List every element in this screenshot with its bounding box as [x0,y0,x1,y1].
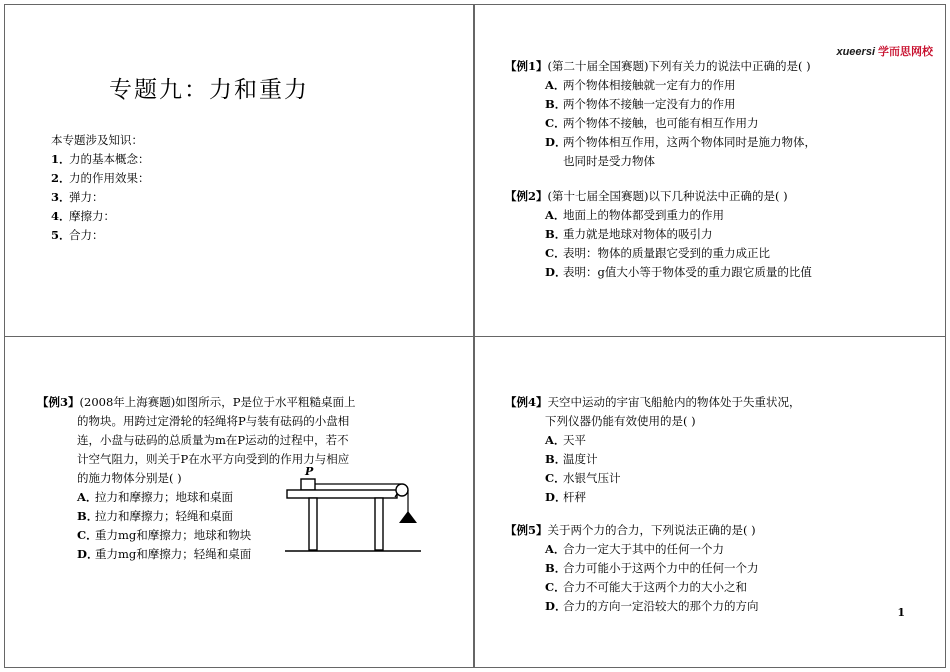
option-a: A．天平 [545,433,586,447]
topic-item: 3．弹力： [51,190,104,204]
option-b: B．拉力和摩擦力；轻绳和桌面 [77,509,233,523]
topic-item: 1．力的基本概念： [51,152,150,166]
question-5-stem: 【例5】关于两个力的合力，下列说法正确的是( ) [505,523,756,537]
option-d: D．两个物体相互作用，这两个物体同时是施力物体， [545,135,816,149]
option-c: C．水银气压计 [545,471,621,485]
table-top [287,490,397,498]
option-d: D．重力mg和摩擦力；轻绳和桌面 [77,547,252,561]
option-d: D．表明：g值大小等于物体受的重力跟它质量的比值 [545,265,812,279]
option-c: C．表明：物体的质量跟它受到的重力成正比 [545,246,770,260]
option-b: B．重力就是地球对物体的吸引力 [545,227,713,241]
weight-pan [399,511,417,523]
question-3-stem-line: 计空气阻力，则关于P在水平方向受到的作用力与相应 [77,452,350,466]
table-leg-right [375,498,383,550]
diagram-label-p: P [305,465,314,478]
pulley [396,484,408,496]
question-4-stem-line: 下列仪器仍能有效使用的是( ) [545,414,696,428]
topics-intro: 本专题涉及知识： [51,133,143,147]
slide-1 [4,4,474,338]
option-c: C．合力不可能大于这两个力的大小之和 [545,580,747,594]
brand-logo: xueersi 学而思网校 [836,46,933,58]
question-3-stem-line: 连，小盘与砝码的总质量为m在P运动的过程中，若不 [77,433,349,447]
question-3-stem-line: 的施力物体分别是( ) [77,471,182,485]
question-3-stem-line: 的物块。用跨过定滑轮的轻绳将P与装有砝码的小盘相 [77,414,350,428]
option-b: B．温度计 [545,452,598,466]
option-b: B．合力可能小于这两个力中的任何一个力 [545,561,759,575]
pulley-table-diagram [283,463,423,563]
question-3-stem: 【例3】(2008年上海赛题)如图所示，P是位于水平粗糙桌面上 [37,395,356,409]
topic-item: 5．合力： [51,228,104,242]
table-leg-left [309,498,317,550]
slide-4 [474,336,946,668]
option-a: A．拉力和摩擦力；地球和桌面 [77,490,233,504]
slide-title: 专题九：力和重力 [109,77,309,103]
block-p [301,479,315,490]
topics-list [51,131,150,245]
option-c: C．两个物体不接触，也可能有相互作用力 [545,116,759,130]
option-d: D．杆秤 [545,490,586,504]
option-d-continued: 也同时是受力物体 [563,154,655,168]
topic-item: 2．力的作用效果： [51,171,150,185]
question-1-stem: 【例1】(第二十届全国赛题)下列有关力的说法中正确的是( ) [505,59,811,73]
option-c: C．重力mg和摩擦力；地球和物块 [77,528,252,542]
question-4 [505,393,801,507]
question-4-stem: 【例4】天空中运动的宇宙飞船舱内的物体处于失重状况， [505,395,801,409]
option-b: B．两个物体不接触一定没有力的作用 [545,97,736,111]
page-number: 1 [897,606,905,619]
option-d: D．合力的方向一定沿较大的那个力的方向 [545,599,759,613]
question-5 [505,521,759,616]
slide-2 [474,4,946,338]
option-a: A．合力一定大于其中的任何一个力 [545,542,724,556]
slide-3 [4,336,474,668]
question-1 [505,57,816,171]
option-a: A．两个物体相接触就一定有力的作用 [545,78,736,92]
option-a: A．地面上的物体都受到重力的作用 [545,208,724,222]
topic-item: 4．摩擦力： [51,209,115,223]
question-2 [505,187,812,282]
question-2-stem: 【例2】(第十七届全国赛题)以下几种说法中正确的是( ) [505,189,788,203]
